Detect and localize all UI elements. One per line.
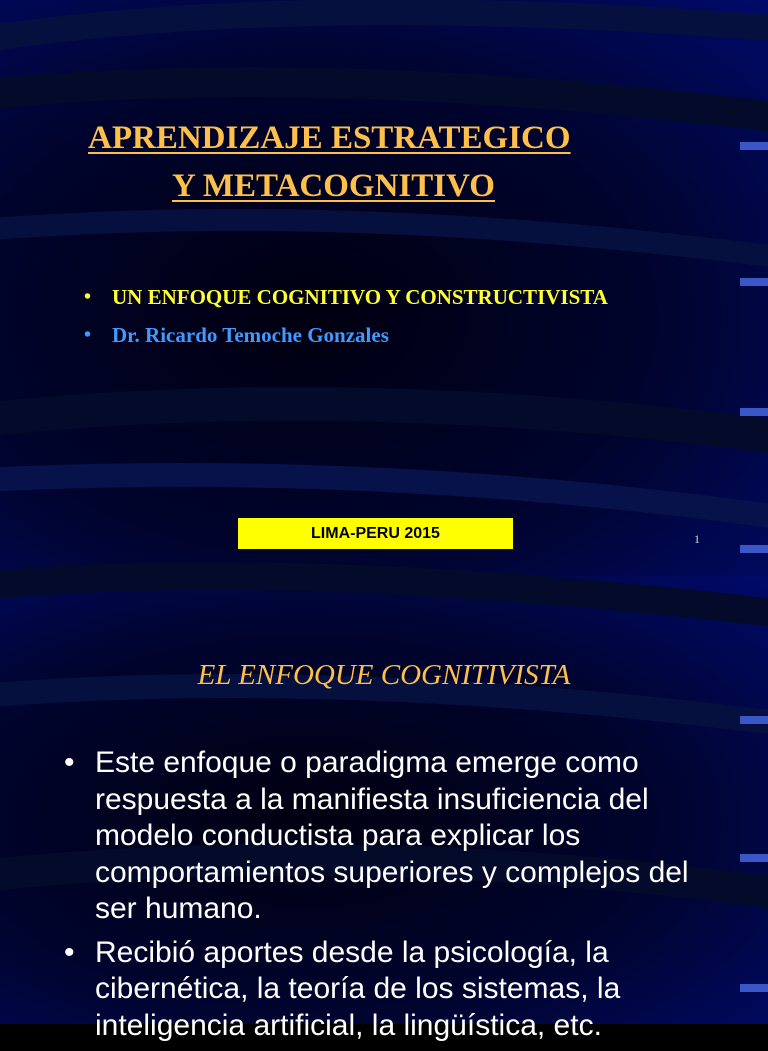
location-year-badge: LIMA-PERU 2015 <box>238 518 513 549</box>
bullet-dot-icon: • <box>64 935 75 969</box>
list-item <box>84 320 684 350</box>
title-line-2: Y METACOGNITIVO <box>172 168 495 204</box>
bullet-text: UN ENFOQUE COGNITIVO Y CONSTRUCTIVISTA <box>112 285 608 309</box>
subtitle-list <box>84 282 684 358</box>
title-line-1: APRENDIZAJE ESTRATEGICO <box>88 120 571 156</box>
author-name: Dr. Ricardo Temoche Gonzales <box>112 323 389 347</box>
page-number: 1 <box>694 532 700 546</box>
list-item <box>84 282 684 312</box>
bullet-dot-icon: • <box>64 746 75 779</box>
bullet-dot-icon: • <box>84 324 92 346</box>
list-item <box>64 745 724 928</box>
bullet-list <box>64 745 724 1051</box>
slide-title <box>88 114 728 210</box>
bullet-dot-icon: • <box>84 286 92 308</box>
slide-title: EL ENFOQUE COGNITIVISTA <box>197 659 571 691</box>
bullet-text: Recibió aportes desde la psicología, la cibernética, la teoría de los sistemas, la inteligencia artificial, la lingüística, etc. <box>95 935 621 1042</box>
bullet-text: Este enfoque o paradigma emerge como respuesta a la manifiesta insuficiencia del modelo conductista para explicar los comportamientos superiores y complejos del ser humano. <box>95 746 689 925</box>
content-slide <box>0 576 768 1042</box>
list-item <box>64 935 724 1045</box>
